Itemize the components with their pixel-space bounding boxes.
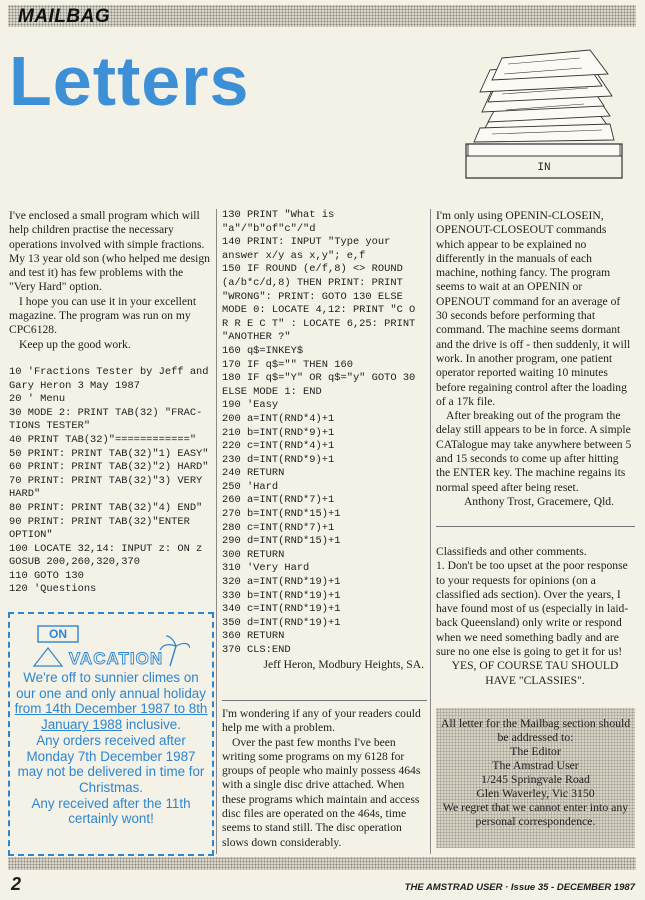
footer-issue: THE AMSTRAD USER · Issue 35 - DECEMBER 1987 <box>404 882 635 893</box>
in-tray-label: IN <box>537 162 551 174</box>
program-listing: 10 'Fractions Tester by Jeff and Gary Heron 3 May 1987 20 ' Menu 30 MODE 2: PRINT TAB(32) "FRAC-TIONS TESTER" 40 PRINT TAB(32)"============" 50 PRINT: PRINT TAB(32)"1) EASY" 60 PRINT: PRINT TAB(32)"2) HARD" 70 PRINT: PRINT TAB(32)"3) VERY HARD" 80 PRINT: PRINT TAB(32)"4) END" 90 PRINT: PRINT TAB(32)"ENTER OPTION" 100 LOCATE 32,14: INPUT z: ON z GOSUB 200,260,320,370 110 GOTO 130 120 'Questions <box>9 365 209 596</box>
in-tray-illustration <box>462 44 626 180</box>
letter-paragraph: Over the past few months I've been writing some programs on my 6128 for groups of people who mainly possess 464s with a single disc drive attached. When these programs which maintain and access disc files are operated on the 464s, time seems to stand still. The disc operation slows down considerably. <box>222 735 421 849</box>
vacation-orders: Any orders received after Monday 7th December 1987 may not be delivered in time for Christmas. <box>17 732 205 795</box>
section-label: MAILBAG <box>18 6 111 27</box>
letter-paragraph: After breaking out of the program the delay still appears to be in force. A simple CATalogue may take anywhere between 5 and 15 seconds to come up after hitting the ENTER key. The machine regains its normal speed after being reset. <box>436 409 632 494</box>
page-headline: Letters <box>9 42 250 120</box>
letter-paragraph: Classifieds and other comments. <box>436 545 587 558</box>
address-line: The Amstrad User <box>492 758 579 772</box>
footer-band <box>8 857 636 870</box>
program-listing: 130 PRINT "What is "a"/"b"of"c"/"d 140 PRINT: INPUT "Type your answer x/y as x,y"; e,f 150 IF ROUND (e/f,8) <> ROUND (a/b*c/d,8) THEN PRINT: PRINT "WRONG": PRINT: GOTO 130 ELSE MODE 0: LOCATE 4,12: PRINT "C O R R E C T" : LOCATE 6,25: PRINT "ANOTHER ?" 160 q$=INKEY$ 170 IF q$="" THEN 160 180 IF q$="Y" OR q$="y" GOTO 30 ELSE MODE 1: END 190 'Easy 200 a=INT(RND*4)+1 210 b=INT(RND*9)+1 220 c=INT(RND*4)+1 230 d=INT(RND*9)+1 240 RETURN 250 'Hard 260 a=INT(RND*7)+1 270 b=INT(RND*15)+1 280 c=INT(RND*7)+1 290 d=INT(RND*15)+1 300 RETURN 310 'Very Hard 320 a=INT(RND*19)+1 330 b=INT(RND*19)+1 340 c=INT(RND*19)+1 350 d=INT(RND*19)+1 360 RETURN 370 CLS:END <box>222 209 416 656</box>
column-divider <box>430 209 431 854</box>
letter-fractions-listing <box>222 209 424 672</box>
vacation-inclusive: inclusive. <box>122 717 181 733</box>
address-line: Glen Waverley, Vic 3150 <box>476 786 595 800</box>
letter-paragraph: I hope you can use it in your excellent magazine. The program was run on my CPC6128. <box>9 294 197 337</box>
letter-disc-problem <box>222 707 427 850</box>
letter-paragraph: I've enclosed a small program which will help children practise the necessary operations involved with simple fractions. My 13 year old son (who helped me design and test it) has few problems with the "Very Hard" option. <box>9 209 210 294</box>
letter-paragraph: 1. Don't be too upset at the poor response to your requests for opinions (on a classified ads section). Over the years, I have found most of us (especially in laid-back Queensland) only write or respond when we need something badly and are sure no one else is going to get it for us! <box>436 559 629 659</box>
address-line: All letter for the Mailbag section should be addressed to: <box>440 716 631 744</box>
letter-paragraph: Keep up the good work. <box>19 337 131 351</box>
page-number: 2 <box>11 874 22 894</box>
vacation-logo-word: VACATION <box>68 649 164 668</box>
address-line: 1/245 Springvale Road <box>481 772 590 786</box>
letter-divider <box>222 700 427 701</box>
vacation-logo-top: ON <box>49 627 67 641</box>
column-divider <box>216 209 217 854</box>
vacation-intro: We're off to sunnier climes on our one and only annual holiday <box>16 670 206 701</box>
letter-divider <box>436 526 635 527</box>
address-box <box>436 708 635 848</box>
vacation-text <box>14 670 208 827</box>
vacation-logo <box>30 622 190 668</box>
letter-paragraph: I'm only using OPENIN-CLOSEIN, OPENOUT-CLOSEOUT commands which appear to be explained no differently in the manuals of each machine, nothing fancy. The program seems to wait at an OPENIN or OPENOUT command for an average of 30 seconds before performing that command. The machine seems dormant and the drive is off - then suddenly, it will work. In another program, one patient operator reported waiting 10 minutes before regaining control after the loading of a 17k file. <box>436 209 631 408</box>
letter-signature: Jeff Heron, Modbury Heights, SA. <box>263 657 424 671</box>
vacation-dates: from 14th December 1987 to 8th January 1988 <box>14 701 208 733</box>
address-line: We regret that we cannot enter into any personal correspondence. <box>442 800 629 828</box>
letter-classifieds <box>436 545 634 688</box>
vacation-notice <box>8 612 214 856</box>
letter-disc-problem-continued <box>436 209 634 509</box>
letter-signature: Anthony Trost, Gracemere, Qld. <box>463 494 614 508</box>
letter-paragraph: I'm wondering if any of your readers could help me with a problem. <box>222 707 421 735</box>
letter-fractions-intro <box>9 209 211 597</box>
letter-closing: YES, OF COURSE TAU SHOULD HAVE "CLASSIES". <box>451 659 619 687</box>
vacation-after11: Any received after the 11th certainly wont! <box>31 795 191 827</box>
address-line: The Editor <box>510 744 561 758</box>
